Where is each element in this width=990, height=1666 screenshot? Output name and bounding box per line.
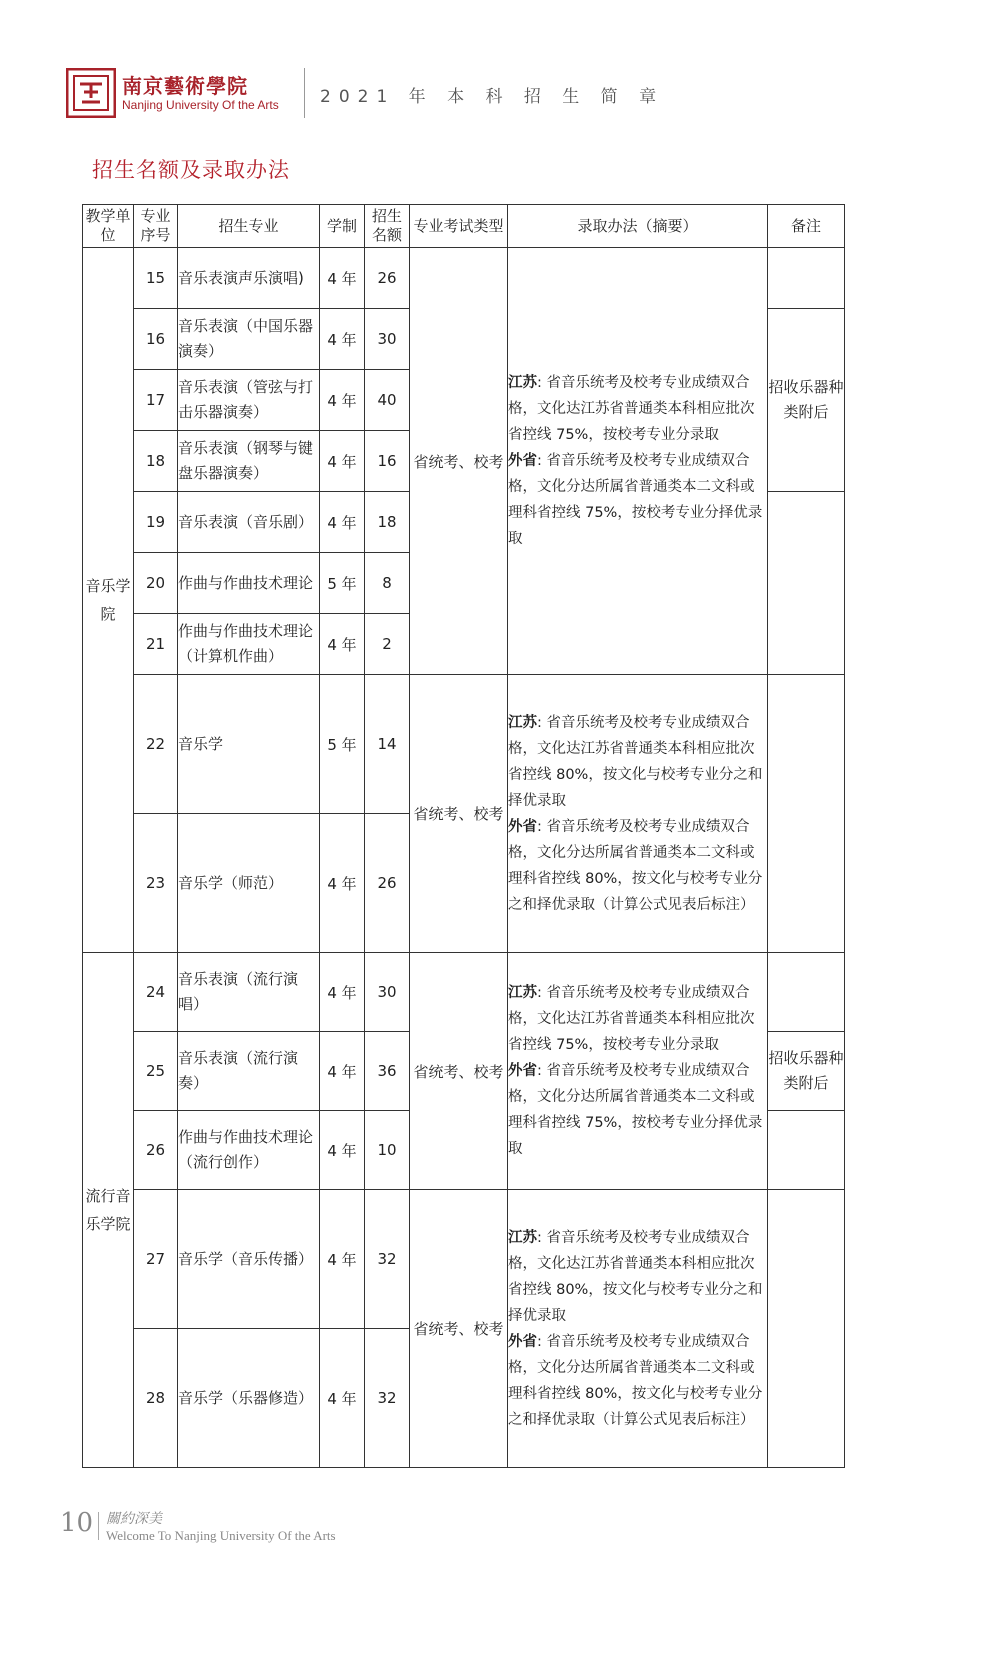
major-name: 音乐表演（钢琴与键盘乐器演奏） xyxy=(178,431,320,492)
note-empty xyxy=(768,1190,845,1468)
quota: 26 xyxy=(365,248,410,309)
years: 4 年 xyxy=(320,370,365,431)
exam-type: 省统考、校考 xyxy=(410,675,508,953)
major-name: 音乐表演（管弦与打击乐器演奏） xyxy=(178,370,320,431)
major-no: 24 xyxy=(134,953,178,1032)
document-title: 2021 年 本 科 招 生 简 章 xyxy=(320,87,665,107)
university-logo-icon xyxy=(66,68,116,118)
page-number: 10 xyxy=(60,1508,94,1538)
col-header-method: 录取办法（摘要） xyxy=(508,205,768,248)
col-header-years: 学制 xyxy=(320,205,365,248)
col-header-unit: 教学单位 xyxy=(83,205,134,248)
method-text-other: : 省音乐统考及校考专业成绩双合格，文化分达所属省普通类本二文科或理科省控线 75%，按校考专业分择优录取 xyxy=(508,453,763,547)
logo-english-name: Nanjing University Of the Arts xyxy=(122,98,279,112)
quota: 40 xyxy=(365,370,410,431)
years: 4 年 xyxy=(320,1329,365,1468)
quota: 26 xyxy=(365,814,410,953)
table-row xyxy=(83,953,845,1032)
col-header-major: 招生专业 xyxy=(178,205,320,248)
major-name: 音乐学 xyxy=(178,675,320,814)
note-cell: 招收乐器种类附后 xyxy=(768,309,845,492)
footer-slogan-en: Welcome To Nanjing University Of the Arts xyxy=(106,1528,336,1543)
major-no: 21 xyxy=(134,614,178,675)
major-name: 作曲与作曲技术理论（流行创作） xyxy=(178,1111,320,1190)
method-label-jiangsu: 江苏 xyxy=(508,985,537,1001)
major-no: 23 xyxy=(134,814,178,953)
col-header-quota: 招生名额 xyxy=(365,205,410,248)
page-footer xyxy=(60,1508,660,1548)
col-header-no: 专业序号 xyxy=(134,205,178,248)
method-text-jiangsu: : 省音乐统考及校考专业成绩双合格，文化达江苏省普通类本科相应批次省控线 80%，按文化与校考专业分之和择优录取 xyxy=(508,714,763,809)
years: 5 年 xyxy=(320,553,365,614)
years: 4 年 xyxy=(320,309,365,370)
quota: 10 xyxy=(365,1111,410,1190)
years: 4 年 xyxy=(320,1032,365,1111)
major-no: 22 xyxy=(134,675,178,814)
method-text-jiangsu: : 省音乐统考及校考专业成绩双合格，文化达江苏省普通类本科相应批次省控线 75%，按校考专业分录取 xyxy=(508,985,755,1053)
method-text-other: : 省音乐统考及校考专业成绩双合格，文化分达所属省普通类本二文科或理科省控线 80%，按文化与校考专业分之和择优录取（计算公式见表后标注） xyxy=(508,1333,763,1428)
method-text-jiangsu: : 省音乐统考及校考专业成绩双合格，文化达江苏省普通类本科相应批次省控线 80%，按文化与校考专业分之和择优录取 xyxy=(508,1229,763,1324)
method-label-other: 外省 xyxy=(508,1333,537,1350)
quota: 30 xyxy=(365,309,410,370)
quota: 2 xyxy=(365,614,410,675)
major-no: 25 xyxy=(134,1032,178,1111)
note-empty xyxy=(768,492,845,675)
table-row xyxy=(83,248,845,309)
method-label-jiangsu: 江苏 xyxy=(508,714,537,731)
quota: 30 xyxy=(365,953,410,1032)
admission-method xyxy=(508,953,768,1190)
col-header-exam-type: 专业考试类型 xyxy=(410,205,508,248)
major-no: 27 xyxy=(134,1190,178,1329)
years: 4 年 xyxy=(320,814,365,953)
logo-chinese-name: 南京藝術學院 xyxy=(122,74,248,98)
exam-type: 省统考、校考 xyxy=(410,248,508,675)
quota: 14 xyxy=(365,675,410,814)
major-name: 音乐表演（音乐剧） xyxy=(178,492,320,553)
header-divider xyxy=(304,68,305,118)
major-no: 20 xyxy=(134,553,178,614)
note-empty xyxy=(768,953,845,1032)
major-no: 28 xyxy=(134,1329,178,1468)
unit-cell: 流行音乐学院 xyxy=(83,953,134,1468)
quota: 32 xyxy=(365,1190,410,1329)
major-no: 16 xyxy=(134,309,178,370)
method-text-other: : 省音乐统考及校考专业成绩双合格，文化分达所属省普通类本二文科或理科省控线 75%，按校考专业分择优录取 xyxy=(508,1063,763,1157)
years: 4 年 xyxy=(320,614,365,675)
footer-slogan-cn: 關約深美 xyxy=(106,1511,162,1527)
years: 4 年 xyxy=(320,953,365,1032)
years: 4 年 xyxy=(320,248,365,309)
method-label-other: 外省 xyxy=(508,1063,537,1079)
table-row xyxy=(83,675,845,814)
footer-divider xyxy=(98,1512,99,1540)
major-no: 26 xyxy=(134,1111,178,1190)
years: 4 年 xyxy=(320,1111,365,1190)
major-name: 音乐表演（流行演奏） xyxy=(178,1032,320,1111)
method-label-jiangsu: 江苏 xyxy=(508,375,537,391)
years: 4 年 xyxy=(320,431,365,492)
method-label-other: 外省 xyxy=(508,818,537,835)
section-title: 招生名额及录取办法 xyxy=(92,158,290,182)
major-name: 音乐学（乐器修造） xyxy=(178,1329,320,1468)
quota: 16 xyxy=(365,431,410,492)
major-no: 15 xyxy=(134,248,178,309)
note-empty xyxy=(768,1111,845,1190)
major-name: 音乐表演（中国乐器演奏） xyxy=(178,309,320,370)
major-name: 作曲与作曲技术理论（计算机作曲） xyxy=(178,614,320,675)
table-row xyxy=(83,1190,845,1329)
unit-cell: 音乐学院 xyxy=(83,248,134,953)
page-header xyxy=(66,66,936,122)
admission-method xyxy=(508,1190,768,1468)
method-text-other: : 省音乐统考及校考专业成绩双合格，文化分达所属省普通类本二文科或理科省控线 80%，按文化与校考专业分之和择优录取（计算公式见表后标注） xyxy=(508,818,763,913)
method-label-jiangsu: 江苏 xyxy=(508,1229,537,1246)
method-text-jiangsu: : 省音乐统考及校考专业成绩双合格，文化达江苏省普通类本科相应批次省控线 75%，按校考专业分录取 xyxy=(508,375,755,443)
quota: 18 xyxy=(365,492,410,553)
major-name: 作曲与作曲技术理论 xyxy=(178,553,320,614)
exam-type: 省统考、校考 xyxy=(410,1190,508,1468)
quota: 32 xyxy=(365,1329,410,1468)
admission-method xyxy=(508,248,768,675)
quota: 36 xyxy=(365,1032,410,1111)
major-name: 音乐学（师范） xyxy=(178,814,320,953)
method-label-other: 外省 xyxy=(508,453,537,469)
table-header-row xyxy=(83,205,845,248)
col-header-note: 备注 xyxy=(768,205,845,248)
major-no: 18 xyxy=(134,431,178,492)
admission-table xyxy=(82,204,845,1468)
note-empty xyxy=(768,248,845,309)
quota: 8 xyxy=(365,553,410,614)
note-empty xyxy=(768,675,845,953)
major-no: 19 xyxy=(134,492,178,553)
major-name: 音乐表演声乐演唱) xyxy=(178,248,320,309)
admission-method xyxy=(508,675,768,953)
major-name: 音乐表演（流行演唱） xyxy=(178,953,320,1032)
major-name: 音乐学（音乐传播） xyxy=(178,1190,320,1329)
note-cell: 招收乐器种类附后 xyxy=(768,1032,845,1111)
years: 4 年 xyxy=(320,1190,365,1329)
years: 5 年 xyxy=(320,675,365,814)
major-no: 17 xyxy=(134,370,178,431)
years: 4 年 xyxy=(320,492,365,553)
exam-type: 省统考、校考 xyxy=(410,953,508,1190)
